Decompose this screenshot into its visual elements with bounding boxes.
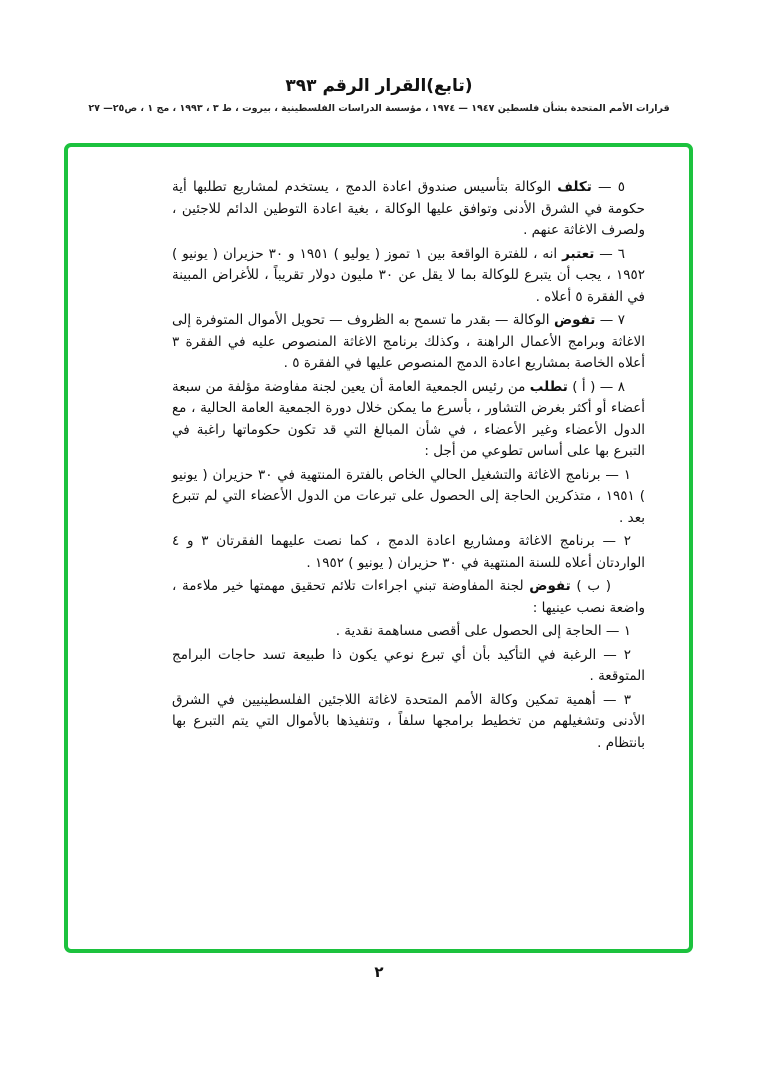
paragraph-keyword: تكلف	[557, 179, 592, 195]
paragraph	[172, 621, 645, 643]
paragraph-number: ٨ — ( أ )	[567, 378, 625, 395]
paragraph	[172, 244, 645, 309]
paragraph-text: لجنة المفاوضة تبني اجراءات تلائم تحقيق مهمتها خير ملاءمة ، واضعة نصب عينيها :	[172, 578, 645, 616]
paragraph-number: ( ب )	[570, 578, 612, 594]
document-citation: قرارات الأمم المتحدة بشأن فلسطين ١٩٤٧ — ١٩٧٤ ، مؤسسة الدراسات الفلسطينية ، بيروت ، ط ٣ ، ١٩٩٣ ، مج ١ ، ص٢٥— ٢٧	[88, 103, 670, 114]
paragraph	[172, 465, 645, 530]
document-body	[68, 147, 689, 754]
paragraph-number: ٧ —	[595, 312, 625, 328]
green-border-box	[64, 143, 693, 953]
document-title: (تابع)القرار الرقم ٣٩٣	[285, 76, 473, 96]
paragraph-number: ٥ —	[591, 179, 625, 195]
paragraph-keyword: تفوض	[529, 578, 571, 594]
paragraph	[172, 377, 645, 463]
paragraph-number: ٣ —	[595, 691, 631, 708]
paragraph-text: من رئيس الجمعية العامة أن يعين لجنة مفاوضة مؤلفة من سبعة أعضاء أو أكثر بغرض التشاور ، بأسرع ما يمكن خلال دورة الجمعية العامة الحالية ، مع الدول الأعضاء وغير الأعضاء ، في شأن المبالغ التي قد تكون حكوماتها راغبة في التبرع بها على أساس تطوعي من أجل :	[172, 378, 645, 459]
paragraph-text: برنامج الاغاثة والتشغيل الحالي الخاص بالفترة المنتهية في ٣٠ حزيران ( يونيو ) ١٩٥١ ، متذكرين الحاجة إلى الحصول على تبرعات من الدول الأعضاء التي لم تتبرع بعد .	[172, 466, 645, 526]
paragraph-number: ١ —	[600, 466, 631, 483]
paragraph-number: ١ —	[601, 623, 631, 639]
paragraph-keyword: تفوض	[553, 312, 596, 328]
paragraph-keyword: تطلب	[529, 378, 568, 395]
page-number: ٢	[374, 963, 384, 981]
paragraph-number: ٦ —	[594, 245, 625, 262]
paragraph	[172, 531, 645, 574]
paragraph-number: ٢ —	[594, 533, 631, 549]
paragraph-text: الوكالة — بقدر ما تسمح به الظروف — تحويل الأموال المتوفرة إلى الاغاثة وبرامج الأعمال الراهنة ، وكذلك برنامج الاغاثة المنصوص عليه في الفقرة ٣ أعلاه الخاصة بمشاريع اعادة الدمج المنصوص عليها في الفقرة ٥ .	[172, 312, 645, 371]
paragraph-text: الوكالة بتأسيس صندوق اعادة الدمج ، يستخدم لمشاريع تطلبها أية حكومة في الشرق الأدنى وتوافق عليها الوكالة ، بغية اعادة التوطين الدائم للاجئين ، ولصرف الاغاثة عنهم .	[172, 179, 645, 238]
paragraph-text: أهمية تمكين وكالة الأمم المتحدة لاغاثة اللاجئين الفلسطينيين في الشرق الأدنى وتشغيلهم من تخطيط برامجها سلفاً ، وتنفيذها بالأموال التي يتم التبرع بها بانتظام .	[172, 691, 645, 751]
paragraph	[172, 177, 645, 242]
paragraph	[172, 576, 645, 619]
paragraph-text: انه ، للفترة الواقعة بين ١ تموز ( يوليو ) ١٩٥١ و ٣٠ حزيران ( يونيو ) ١٩٥٢ ، يجب أن يتبرع للوكالة بما لا يقل عن ٣٠ مليون دولار تقريباً ، للأغراض المبينة في الفقرة ٥ أعلاه .	[172, 245, 645, 305]
paragraph-text: الحاجة إلى الحصول على أقصى مساهمة نقدية .	[335, 623, 602, 639]
paragraph	[172, 690, 645, 755]
paragraph	[172, 310, 645, 375]
paragraph-number: ٢ —	[596, 646, 631, 663]
paragraph-text: برنامج الاغاثة ومشاريع اعادة الدمج ، كما نصت عليهما الفقرتان ٣ و ٤ الواردتان أعلاه للسنة المنتهية في ٣٠ حزيران ( يونيو ) ١٩٥٢ .	[172, 533, 645, 571]
paragraph-keyword: تعتبر	[562, 245, 595, 262]
paragraph	[172, 645, 645, 688]
paragraph-text: الرغبة في التأكيد بأن أي تبرع نوعي يكون ذا طبيعة تسد حاجات البرامج المتوقعة .	[172, 646, 645, 684]
page-header	[0, 76, 758, 114]
